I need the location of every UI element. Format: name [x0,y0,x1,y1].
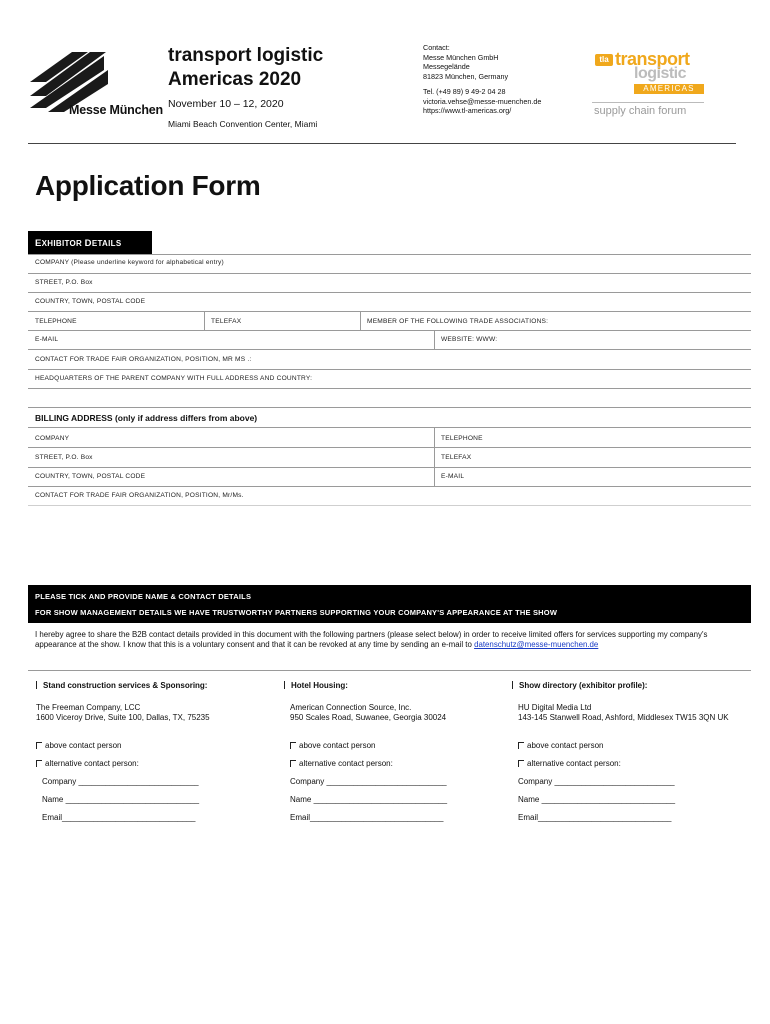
street-field[interactable]: STREET, P.O. Box [35,279,93,286]
telefax-field[interactable]: TELEFAX [211,318,242,325]
above-contact-checkbox[interactable] [518,742,524,749]
alternative-contact-checkbox[interactable] [36,760,42,767]
partners-heading [28,585,751,623]
partners-divider [28,670,751,671]
partner-heading: Hotel Housing: [291,681,348,690]
partner-address: 950 Scales Road, Suwanee, Georgia 30024 [290,713,447,722]
tla-badge-icon: tla [595,54,613,66]
partner-column-show-directory: Show directory (exhibitor profile): HU Digital Media Ltd 143-145 Stanwell Road, Ashford, Middlesex TW15 3QN UK above contact person alternative contact person: Company ___________________________ Name ______________________________ Email______________________________ [512,681,752,831]
consent-text: I hereby agree to share the B2B contact details provided in this document with the following partners (please select below) in order to receive limited offers for services supporting my company's appearance at the show. I know that this is a voluntary consent and that it can be revoked at any time by sending an e-mail to datenschutz@messe-muenchen.de [35,630,708,649]
contact-email[interactable]: victoria.vehse@messe-muenchen.de [423,96,542,106]
contact-phone: Tel. (+49 89) 9 49-2 04 28 [423,87,506,96]
partner-column-hotel-housing: Hotel Housing: American Connection Source, Inc. 950 Scales Road, Suwanee, Georgia 30024 above contact person alternative contact person: Company ___________________________ Name ______________________________ Email______________________________ [284,681,504,831]
logo-band-americas: AMERICAS [634,84,704,94]
contact-street: Messegelände [423,62,470,71]
exhibitor-details-heading: EXHIBITOR DETAILS [28,231,152,254]
contact-website[interactable]: https://www.tl-americas.org/ [423,106,512,115]
page-title: Application Form [35,170,261,201]
billing-country-field[interactable]: COUNTRY, TOWN, POSTAL CODE [35,473,146,480]
event-date: November 10 – 12, 2020 [168,98,284,110]
privacy-email-link[interactable]: datenschutz@messe-muenchen.de [474,640,599,649]
email-fill-line[interactable]: Email______________________________ [518,813,672,822]
headquarters-field[interactable]: HEADQUARTERS OF THE PARENT COMPANY WITH FULL ADDRESS AND COUNTRY: [35,375,313,382]
partner-name: American Connection Source, Inc. [290,703,412,712]
billing-address-heading: BILLING ADDRESS (only if address differs from above) [35,413,258,423]
company-fill-line[interactable]: Company ___________________________ [42,777,199,786]
company-field[interactable]: COMPANY (Please underline keyword for alphabetical entry) [35,259,224,266]
company-fill-line[interactable]: Company ___________________________ [518,777,675,786]
stand-construction-checkbox[interactable] [36,681,40,689]
email-field[interactable]: E-MAIL [35,336,59,343]
show-directory-checkbox[interactable] [512,681,516,689]
partner-heading: Stand construction services & Sponsoring: [43,681,208,690]
event-title-line1: transport logistic [168,45,324,66]
contact-block [423,43,598,116]
billing-company-field[interactable]: COMPANY [35,435,70,442]
email-fill-line[interactable]: Email______________________________ [290,813,444,822]
contact-label: Contact: [423,43,450,52]
partners-heading-line1: PLEASE TICK AND PROVIDE NAME & CONTACT DETAILS [35,592,252,601]
partners-heading-line2: FOR SHOW MANAGEMENT DETAILS WE HAVE TRUSTWORTHY PARTNERS SUPPORTING YOUR COMPANY'S APPEARANCE AT THE SHOW [35,608,558,617]
billing-street-field[interactable]: STREET, P.O. Box [35,454,93,461]
above-contact-checkbox[interactable] [36,742,42,749]
event-title-line2: Americas 2020 [168,69,302,90]
name-fill-line[interactable]: Name ______________________________ [42,795,200,804]
billing-email-field[interactable]: E-MAIL [441,473,465,480]
name-fill-line[interactable]: Name ______________________________ [290,795,448,804]
transport-logistic-americas-logo [592,49,712,122]
header-divider [28,143,736,144]
telephone-field[interactable]: TELEPHONE [35,318,77,325]
billing-telephone-field[interactable]: TELEPHONE [441,435,483,442]
organizer-name: Messe München [69,103,163,117]
partner-name: HU Digital Media Ltd [518,703,592,712]
website-field[interactable]: WEBSITE: WWW: [441,336,498,343]
above-contact-checkbox[interactable] [290,742,296,749]
partner-heading: Show directory (exhibitor profile): [519,681,648,690]
event-venue: Miami Beach Convention Center, Miami [168,119,318,129]
alternative-contact-checkbox[interactable] [518,760,524,767]
company-fill-line[interactable]: Company ___________________________ [290,777,447,786]
partner-column-stand-construction: Stand construction services & Sponsoring: The Freeman Company, LCC 1600 Viceroy Drive, Suite 100, Dallas, TX, 75235 above contact person alternative contact person: Company ___________________________ Name ______________________________ Email______________________________ [36,681,276,831]
alternative-contact-checkbox[interactable] [290,760,296,767]
event-title [168,44,368,92]
country-town-field[interactable]: COUNTRY, TOWN, POSTAL CODE [35,298,146,305]
email-fill-line[interactable]: Email______________________________ [42,813,196,822]
logo-subline: supply chain forum [594,105,687,117]
logo-word-logistic: logistic [634,65,687,82]
hotel-housing-checkbox[interactable] [284,681,288,689]
partner-address: 143-145 Stanwell Road, Ashford, Middlesex TW15 3QN UK [518,713,729,722]
name-fill-line[interactable]: Name ______________________________ [518,795,676,804]
partner-name: The Freeman Company, LCC [36,703,141,712]
contact-company: Messe München GmbH [423,52,499,62]
logo-word-transport: transport [615,49,690,69]
contact-person-field[interactable]: CONTACT FOR TRADE FAIR ORGANIZATION, POSITION, MR MS .: [35,356,252,363]
billing-contact-field[interactable]: CONTACT FOR TRADE FAIR ORGANIZATION, POSITION, Mr/Ms. [35,492,244,499]
contact-city: 81823 München, Germany [423,71,509,81]
billing-telefax-field[interactable]: TELEFAX [441,454,472,461]
partner-address: 1600 Viceroy Drive, Suite 100, Dallas, TX, 75235 [36,713,210,722]
trade-associations-field[interactable]: MEMBER OF THE FOLLOWING TRADE ASSOCIATIONS: [367,318,549,325]
